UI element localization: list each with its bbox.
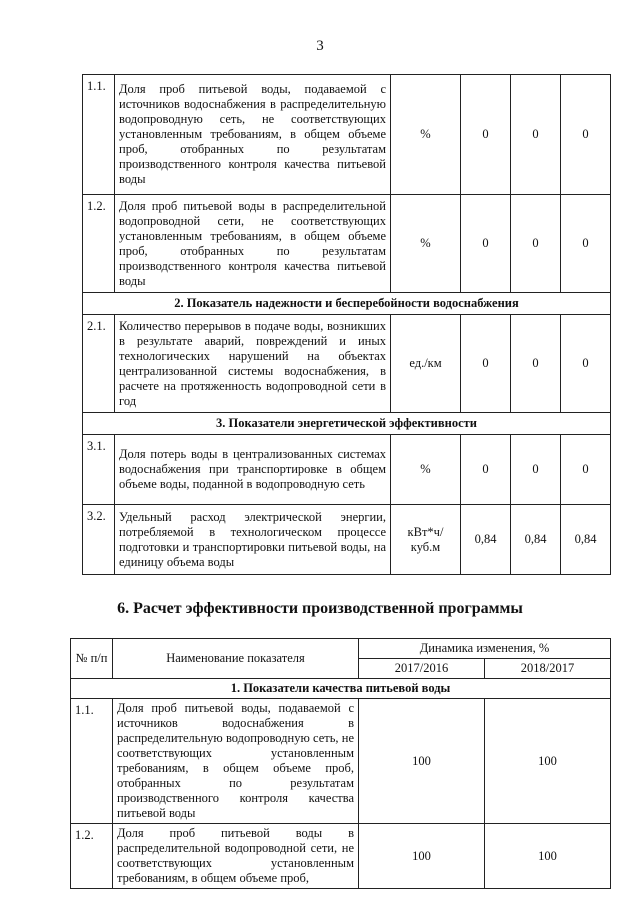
header-2017: 2017/2016 xyxy=(359,659,485,679)
section-title: 1. Показатели качества питьевой воды xyxy=(71,679,611,699)
table-row xyxy=(83,435,611,505)
value-2017: 100 xyxy=(359,699,485,824)
row-number: 1.2. xyxy=(83,195,115,293)
table-row xyxy=(83,75,611,195)
header-dynamics: Динамика изменения, % xyxy=(359,639,611,659)
table-row xyxy=(71,824,611,889)
value-3: 0 xyxy=(561,315,611,413)
row-number: 1.2. xyxy=(71,824,113,889)
table-row xyxy=(83,505,611,575)
value-2018: 100 xyxy=(485,699,611,824)
value-3: 0,84 xyxy=(561,505,611,575)
value-2018: 100 xyxy=(485,824,611,889)
value-2: 0 xyxy=(511,315,561,413)
page-number: 3 xyxy=(316,38,324,54)
indicator-name: Доля проб питьевой воды, подаваемой с источников водоснабжения в распределительную водопроводную сеть, не соответствующих установленным требованиям, в общем объеме проб, отобранных по результатам производственного контроля качества питьевой воды xyxy=(115,75,391,195)
row-number: 2.1. xyxy=(83,315,115,413)
table-row xyxy=(83,195,611,293)
indicator-name: Количество перерывов в подаче воды, возникших в результате аварий, повреждений и иных технологических нарушений на объектах централизованной системы водоснабжения, в расчете на протяженность водопроводной сети в год xyxy=(115,315,391,413)
value-2017: 100 xyxy=(359,824,485,889)
section-6-title: 6. Расчет эффективности производственной программы xyxy=(117,600,523,617)
table-row xyxy=(83,315,611,413)
indicators-table xyxy=(82,74,611,575)
table-row xyxy=(71,699,611,824)
section-row xyxy=(83,293,611,315)
row-number: 3.2. xyxy=(83,505,115,575)
indicator-name: Доля проб питьевой воды в распределительной водопроводной сети, не соответствующих установленным требованиям, в общем объеме проб, отобранных по результатам производственного контроля качества питьевой воды xyxy=(115,195,391,293)
unit: ед./км xyxy=(391,315,461,413)
unit: % xyxy=(391,75,461,195)
row-number: 3.1. xyxy=(83,435,115,505)
value-1: 0 xyxy=(461,435,511,505)
section-row xyxy=(83,413,611,435)
row-number: 1.1. xyxy=(83,75,115,195)
section-row xyxy=(71,679,611,699)
unit: кВт*ч/ куб.м xyxy=(391,505,461,575)
value-1: 0 xyxy=(461,315,511,413)
header-num: № п/п xyxy=(71,639,113,679)
value-1: 0 xyxy=(461,75,511,195)
indicator-name: Доля потерь воды в централизованных системах водоснабжения при транспортировке в общем объеме воды, поданной в водопроводную сеть xyxy=(115,435,391,505)
value-3: 0 xyxy=(561,435,611,505)
value-1: 0 xyxy=(461,195,511,293)
table-header-row xyxy=(71,639,611,659)
indicator-name: Доля проб питьевой воды в распределительной водопроводной сети, не соответствующих установленным требованиям, в общем объеме проб, xyxy=(113,824,359,889)
value-2: 0 xyxy=(511,435,561,505)
indicator-name: Удельный расход электрической энергии, потребляемой в технологическом процессе подготовки и транспортировки питьевой воды, на единицу объема воды xyxy=(115,505,391,575)
header-name: Наименование показателя xyxy=(113,639,359,679)
efficiency-table xyxy=(70,638,611,889)
section-title: 2. Показатель надежности и бесперебойности водоснабжения xyxy=(83,293,611,315)
value-1: 0,84 xyxy=(461,505,511,575)
value-2: 0 xyxy=(511,195,561,293)
header-2018: 2018/2017 xyxy=(485,659,611,679)
unit: % xyxy=(391,435,461,505)
section-title: 3. Показатели энергетической эффективности xyxy=(83,413,611,435)
indicator-name: Доля проб питьевой воды, подаваемой с источников водоснабжения в распределительную водопроводную сеть, не соответствующих установленным требованиям, в общем объеме проб, отобранных по результатам производственного контроля качества питьевой воды xyxy=(113,699,359,824)
value-3: 0 xyxy=(561,75,611,195)
value-2: 0,84 xyxy=(511,505,561,575)
value-2: 0 xyxy=(511,75,561,195)
unit: % xyxy=(391,195,461,293)
value-3: 0 xyxy=(561,195,611,293)
row-number: 1.1. xyxy=(71,699,113,824)
